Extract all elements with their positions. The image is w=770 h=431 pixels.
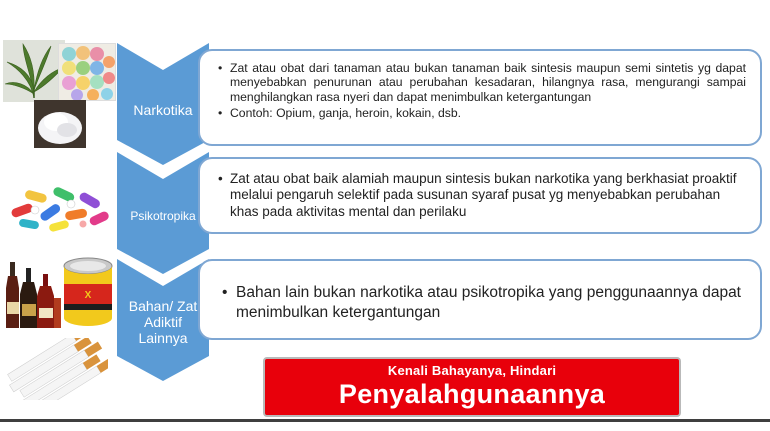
pills-image <box>58 43 116 101</box>
svg-text:X: X <box>84 290 92 301</box>
chevron-label-zat-adiktif: Bahan/ Zat Adiktif Lainnya <box>128 297 198 347</box>
powder-image <box>34 100 86 148</box>
narkotika-description-box <box>198 49 762 146</box>
bottom-divider <box>0 419 770 422</box>
cigarettes-image <box>4 338 108 400</box>
banner-title: Penyalahgunaannya <box>338 379 606 409</box>
zat-adiktif-definition: • Bahan lain bukan narkotika atau psikotropika yang penggunaannya dapat menimbulkan ketergantungan <box>222 283 746 323</box>
glue-can-image <box>62 256 114 326</box>
warning-banner <box>263 357 681 417</box>
psikotropika-description-box <box>198 157 762 234</box>
capsules-image <box>5 178 113 238</box>
cannabis-leaf-image <box>3 40 65 102</box>
banner-subtitle: Kenali Bahayanya, Hindari <box>387 363 557 378</box>
zat-adiktif-description-box <box>198 259 762 340</box>
chevron-label-psikotropika: Psikotropika <box>130 209 196 224</box>
psikotropika-definition: • Zat atau obat baik alamiah maupun sintesis bukan narkotika yang berkhasiat proaktif melalui pengaruh selektif pada susunan syaraf pusat yg menyebabkan perubahan khas pada aktivitas mental dan perilaku <box>218 171 746 220</box>
chevron-label-narkotika: Narkotika <box>133 101 193 118</box>
narkotika-definition: • Zat atau obat dari tanaman atau bukan tanaman baik sintesis maupun semi sintetis yg dapat menyebabkan penurunan atau perubahan kesadaran, hilangnya rasa, mengurangi sampai menghilangkan rasa nyeri dan dapat menimbulkan ketergantungan <box>218 61 746 104</box>
narkotika-examples: • Contoh: Opium, ganja, heroin, kokain, dsb. <box>218 106 746 120</box>
liquor-bottles-image <box>6 258 62 330</box>
